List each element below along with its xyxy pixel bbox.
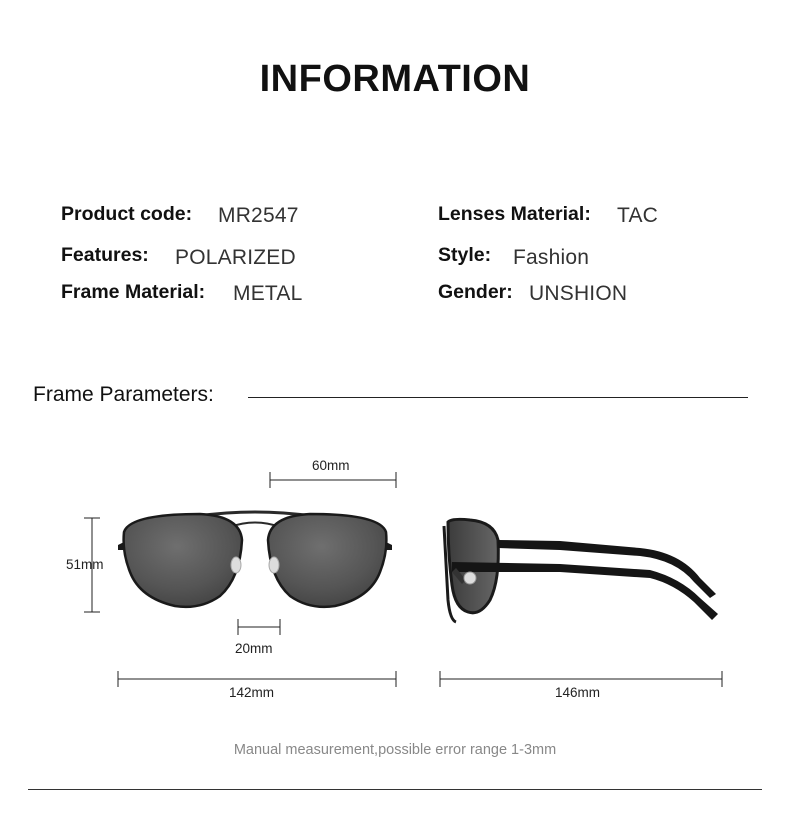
temple-length-label: 146mm — [555, 685, 601, 700]
right-lens — [268, 514, 386, 607]
front-view-glasses — [118, 512, 392, 607]
right-nose-pad — [269, 557, 279, 573]
left-lens — [124, 514, 242, 607]
style-value: Fashion — [513, 246, 590, 269]
gender-label: Gender: — [438, 281, 513, 303]
side-nose-pad — [464, 572, 476, 584]
product-code-label: Product code: — [61, 203, 193, 225]
frame-material-value: METAL — [233, 282, 303, 305]
frame-parameters-heading: Frame Parameters: — [33, 383, 214, 406]
gender-value: UNSHION — [529, 282, 628, 305]
bridge-width-label: 20mm — [235, 641, 273, 656]
side-view-glasses — [444, 519, 718, 622]
measurement-note: Manual measurement,possible error range 1-3mm — [233, 742, 557, 758]
style-label: Style: — [438, 244, 492, 266]
bottom-divider — [28, 789, 762, 790]
page-title: INFORMATION — [259, 58, 531, 100]
frame-width-label: 142mm — [229, 685, 275, 700]
lens-width-label: 60mm — [312, 458, 350, 473]
product-code-value: MR2547 — [218, 204, 299, 227]
features-label: Features: — [61, 244, 149, 266]
lenses-material-label: Lenses Material: — [438, 203, 591, 225]
lenses-material-value: TAC — [617, 204, 659, 227]
frame-material-label: Frame Material: — [61, 281, 206, 303]
features-value: POLARIZED — [175, 246, 296, 269]
lens-height-label: 51mm — [66, 557, 104, 572]
left-nose-pad — [231, 557, 241, 573]
